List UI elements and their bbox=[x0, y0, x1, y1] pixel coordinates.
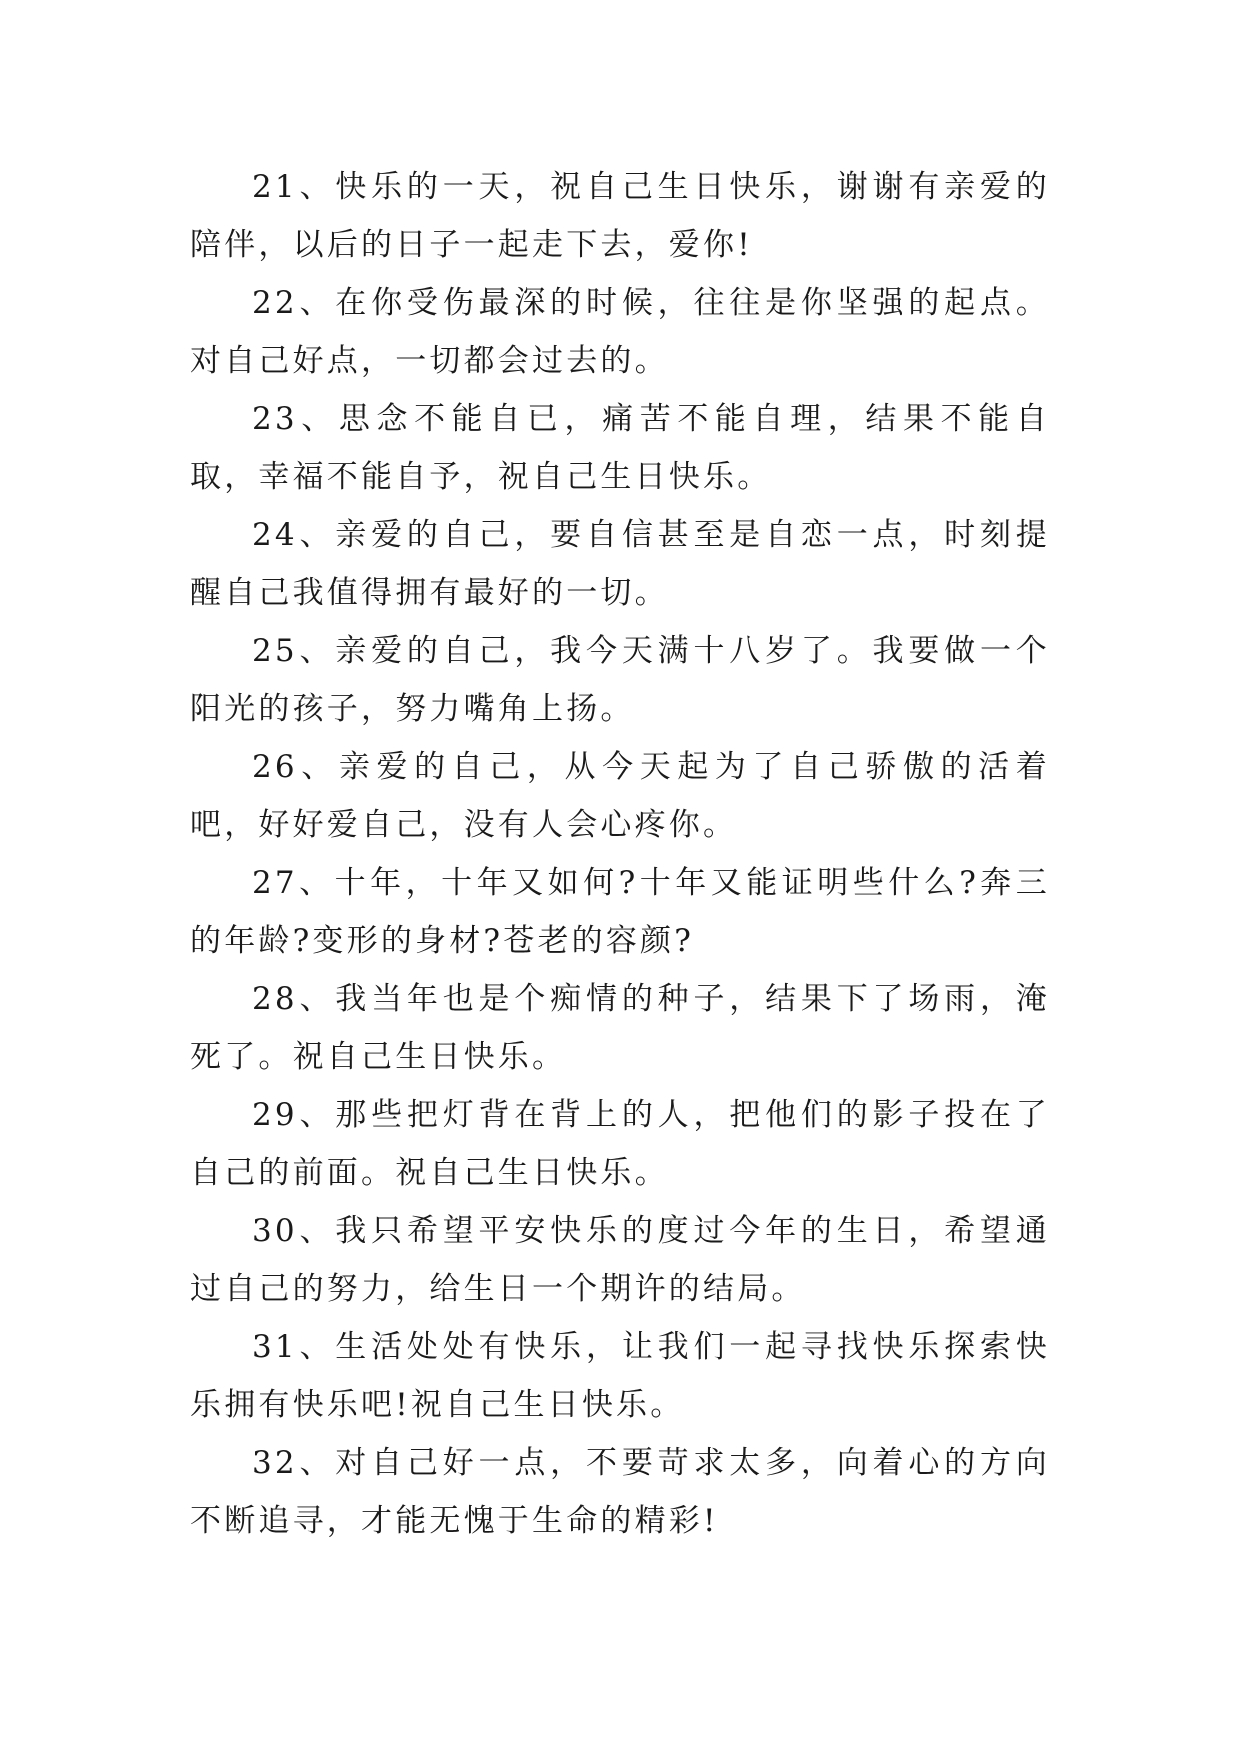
paragraph-27: 27、十年，十年又如何?十年又能证明些什么?奔三的年龄?变形的身材?苍老的容颜? bbox=[190, 865, 1050, 959]
document-body bbox=[190, 158, 1050, 1550]
paragraph-21: 21、快乐的一天，祝自己生日快乐，谢谢有亲爱的陪伴，以后的日子一起走下去，爱你! bbox=[190, 169, 1050, 263]
paragraph-29: 29、那些把灯背在背上的人，把他们的影子投在了自己的前面。祝自己生日快乐。 bbox=[190, 1097, 1050, 1191]
paragraph-28: 28、我当年也是个痴情的种子，结果下了场雨，淹死了。祝自己生日快乐。 bbox=[190, 981, 1050, 1075]
paragraph-32: 32、对自己好一点，不要苛求太多，向着心的方向不断追寻，才能无愧于生命的精彩! bbox=[190, 1445, 1050, 1539]
paragraph-30: 30、我只希望平安快乐的度过今年的生日，希望通过自己的努力，给生日一个期许的结局。 bbox=[190, 1213, 1050, 1307]
paragraph-24: 24、亲爱的自己，要自信甚至是自恋一点，时刻提醒自己我值得拥有最好的一切。 bbox=[190, 517, 1050, 611]
paragraph-26: 26、亲爱的自己，从今天起为了自己骄傲的活着吧，好好爱自己，没有人会心疼你。 bbox=[190, 749, 1050, 843]
paragraph-23: 23、思念不能自已，痛苦不能自理，结果不能自取，幸福不能自予，祝自己生日快乐。 bbox=[190, 401, 1050, 495]
paragraph-25: 25、亲爱的自己，我今天满十八岁了。我要做一个阳光的孩子，努力嘴角上扬。 bbox=[190, 633, 1050, 727]
paragraph-22: 22、在你受伤最深的时候，往往是你坚强的起点。对自己好点，一切都会过去的。 bbox=[190, 285, 1050, 379]
paragraph-31: 31、生活处处有快乐，让我们一起寻找快乐探索快乐拥有快乐吧!祝自己生日快乐。 bbox=[190, 1329, 1050, 1423]
